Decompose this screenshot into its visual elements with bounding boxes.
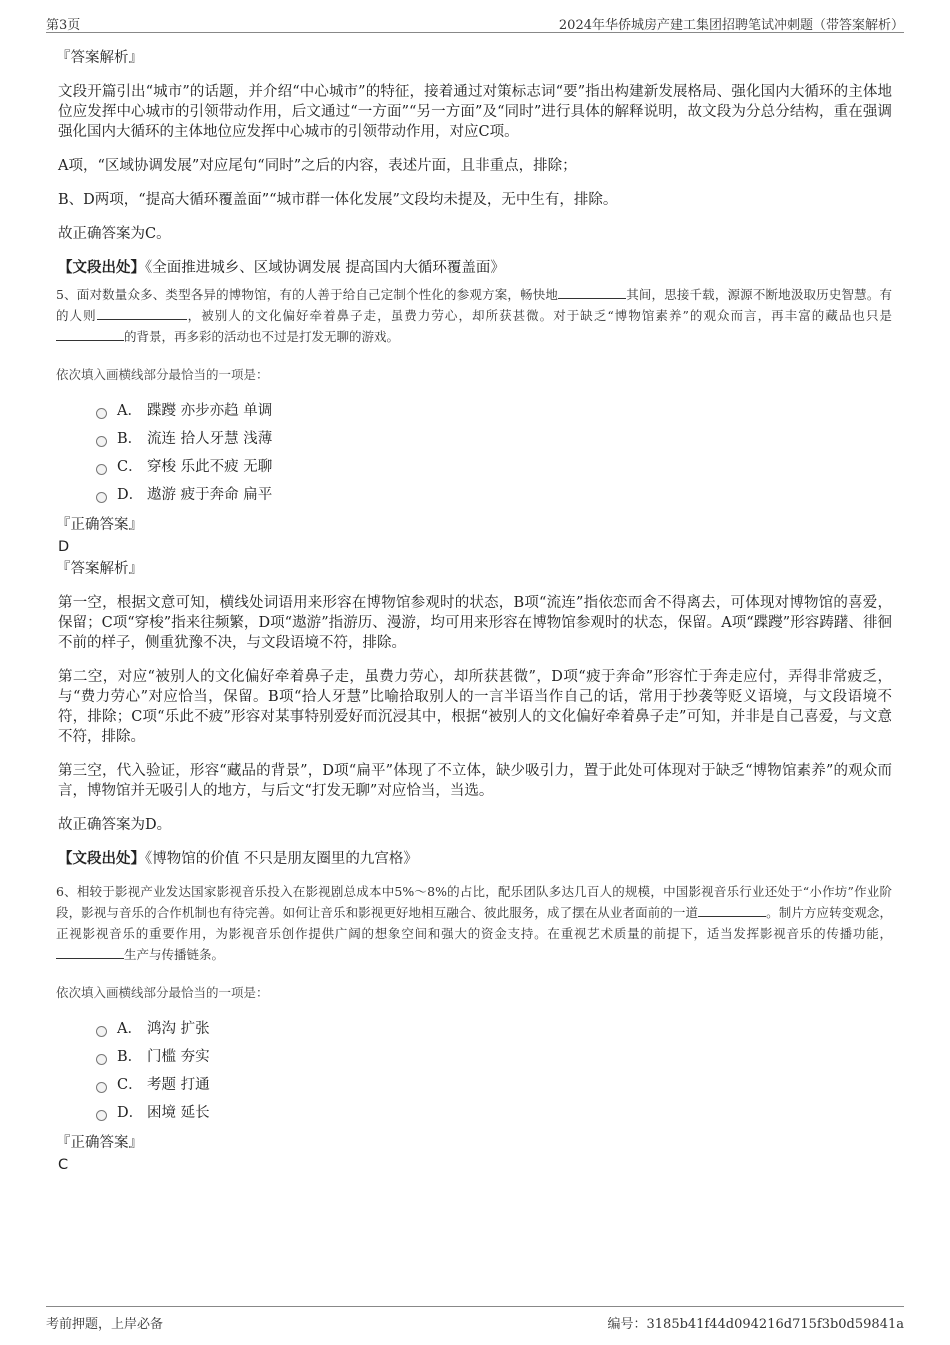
- page-header: [46, 10, 904, 33]
- analysis-conclusion: 故正确答案为D。: [58, 817, 172, 833]
- radio-icon[interactable]: [96, 1082, 107, 1093]
- analysis-label: 『答案解析』: [56, 561, 143, 577]
- fill-blank: [56, 327, 124, 341]
- fill-blank: [97, 306, 187, 320]
- radio-icon[interactable]: [96, 464, 107, 475]
- option-a[interactable]: A． 蹀躞 亦步亦趋 单调: [96, 397, 892, 425]
- radio-icon[interactable]: [96, 1110, 107, 1121]
- analysis-conclusion: 故正确答案为C。: [58, 226, 171, 242]
- option-c[interactable]: C． 考题 打通: [96, 1071, 892, 1099]
- question-6-text: 6、相较于影视产业发达国家影视音乐投入在影视剧总成本中5%～8%的占比，配乐团队多达几百人的规模，中国影视音乐行业还处于“小作坊”作业阶段，影视与音乐的合作机制也有待完善。如何让音乐和影视更好地相互融合、彼此服务，成了摆在从业者面前的一道 。制片方应转变观念，正视影视音乐的重要作用，为影视音乐创作提供广阔的想象空间和强大的资金支持。在重视艺术质量的前提下，适当发挥影视音乐的传播功能，生产与传播链条。: [56, 884, 892, 962]
- fill-blank: [56, 945, 124, 959]
- document-id: 编号：3185b41f44d094216d715f3b0d59841a: [607, 1317, 904, 1332]
- analysis-label: 『答案解析』: [56, 50, 143, 66]
- analysis-paragraph: B、D两项，“提高大循环覆盖面”“城市群一体化发展”文段均未提及，无中生有，排除。: [58, 192, 618, 208]
- option-b[interactable]: B． 门槛 夯实: [96, 1043, 892, 1071]
- option-d[interactable]: D． 遨游 疲于奔命 扁平: [96, 481, 892, 509]
- page-content: [56, 40, 892, 1175]
- page-number: 第3页: [46, 18, 81, 33]
- question-5-text: 5、面对数量众多、类型各异的博物馆，有的人善于给自己定制个性化的参观方案，畅快地 其间，思接千载，源源不断地汲取历史智慧。有的人则 ，被别人的文化偏好牵着鼻子走，虽费力劳心，却所获甚微。对于缺乏“博物馆素养”的观众而言，再丰富的藏品也只是的背景，再多彩的活动也不过是打发无聊的游戏。: [56, 287, 892, 344]
- source-tag: 【文段出处】: [58, 259, 145, 276]
- radio-icon[interactable]: [96, 1026, 107, 1037]
- option-d[interactable]: D． 困境 延长: [96, 1099, 892, 1127]
- radio-icon[interactable]: [96, 1054, 107, 1065]
- radio-icon[interactable]: [96, 408, 107, 419]
- analysis-paragraph: A项，“区域协调发展”对应尾句“同时”之后的内容，表述片面，且非重点，排除；: [58, 158, 577, 174]
- option-c[interactable]: C． 穿梭 乐此不疲 无聊: [96, 453, 892, 481]
- radio-icon[interactable]: [96, 436, 107, 447]
- options-list: [96, 397, 892, 509]
- options-list: [96, 1015, 892, 1127]
- document-title: 2024年华侨城房产建工集团招聘笔试冲刺题（带答案解析）: [558, 18, 904, 33]
- analysis-paragraph: 文段开篇引出“城市”的话题，并介绍“中心城市”的特征，接着通过对策标志词“要”指出构建新发展格局、强化国内大循环的主体地位应发挥中心城市的引领带动作用，后文通过“一方面”“另一方面”及“同时”进行具体的解释说明，故文段为分总分结构，重在强调强化国内大循环的主体地位应发挥中心城市的引领带动作用，对应C项。: [58, 84, 892, 140]
- analysis-paragraph: 第三空，代入验证，形容“藏品的背景”，D项“扁平”体现了不立体，缺少吸引力，置于此处可体现对于缺乏“博物馆素养”的观众而言，博物馆并无吸引人的地方，与后文“打发无聊”对应恰当，当选。: [58, 763, 892, 799]
- question-prompt: 依次填入画横线部分最恰当的一项是：: [56, 367, 269, 382]
- option-a[interactable]: A． 鸿沟 扩张: [96, 1015, 892, 1043]
- source-line: [58, 258, 892, 278]
- answer-label: 『正确答案』: [56, 1135, 143, 1151]
- footer-slogan: 考前押题，上岸必备: [46, 1317, 164, 1332]
- option-b[interactable]: B． 流连 拾人牙慧 浅薄: [96, 425, 892, 453]
- answer-value: C: [58, 1157, 69, 1173]
- page-footer: [46, 1306, 904, 1332]
- source-title: 《博物馆的价值 不只是朋友圈里的九宫格》: [145, 851, 418, 867]
- analysis-paragraph: 第一空，根据文意可知，横线处词语用来形容在博物馆参观时的状态，B项“流连”指依恋而舍不得离去，可体现对博物馆的喜爱，保留；C项“穿梭”指来往频繁，D项“遨游”指游历、漫游，均可用来形容在博物馆参观时的状态，保留。A项“蹀躞”形容踌躇、徘徊不前的样子，侧重犹豫不决，与文段语境不符，排除。: [58, 595, 892, 651]
- source-title: 《全面推进城乡、区域协调发展 提高国内大循环覆盖面》: [145, 260, 505, 276]
- answer-value: D: [58, 539, 70, 555]
- radio-icon[interactable]: [96, 492, 107, 503]
- fill-blank: [558, 285, 626, 299]
- source-line: [58, 849, 892, 869]
- source-tag: 【文段出处】: [58, 850, 145, 867]
- answer-label: 『正确答案』: [56, 517, 143, 533]
- analysis-paragraph: 第二空，对应“被别人的文化偏好牵着鼻子走，虽费力劳心，却所获甚微”，D项“疲于奔命”形容忙于奔走应付，弄得非常疲乏，与“费力劳心”对应恰当，保留。B项“拾人牙慧”比喻拾取别人的一言半语当作自己的话，常用于抄袭等贬义语境，与文段语境不符，排除；C项“乐此不疲”形容对某事特别爱好而沉浸其中，根据“被别人的文化偏好牵着鼻子走”可知，并非是自己喜爱，与文意不符，排除。: [58, 669, 892, 745]
- question-prompt: 依次填入画横线部分最恰当的一项是：: [56, 985, 269, 1000]
- fill-blank: [698, 903, 766, 917]
